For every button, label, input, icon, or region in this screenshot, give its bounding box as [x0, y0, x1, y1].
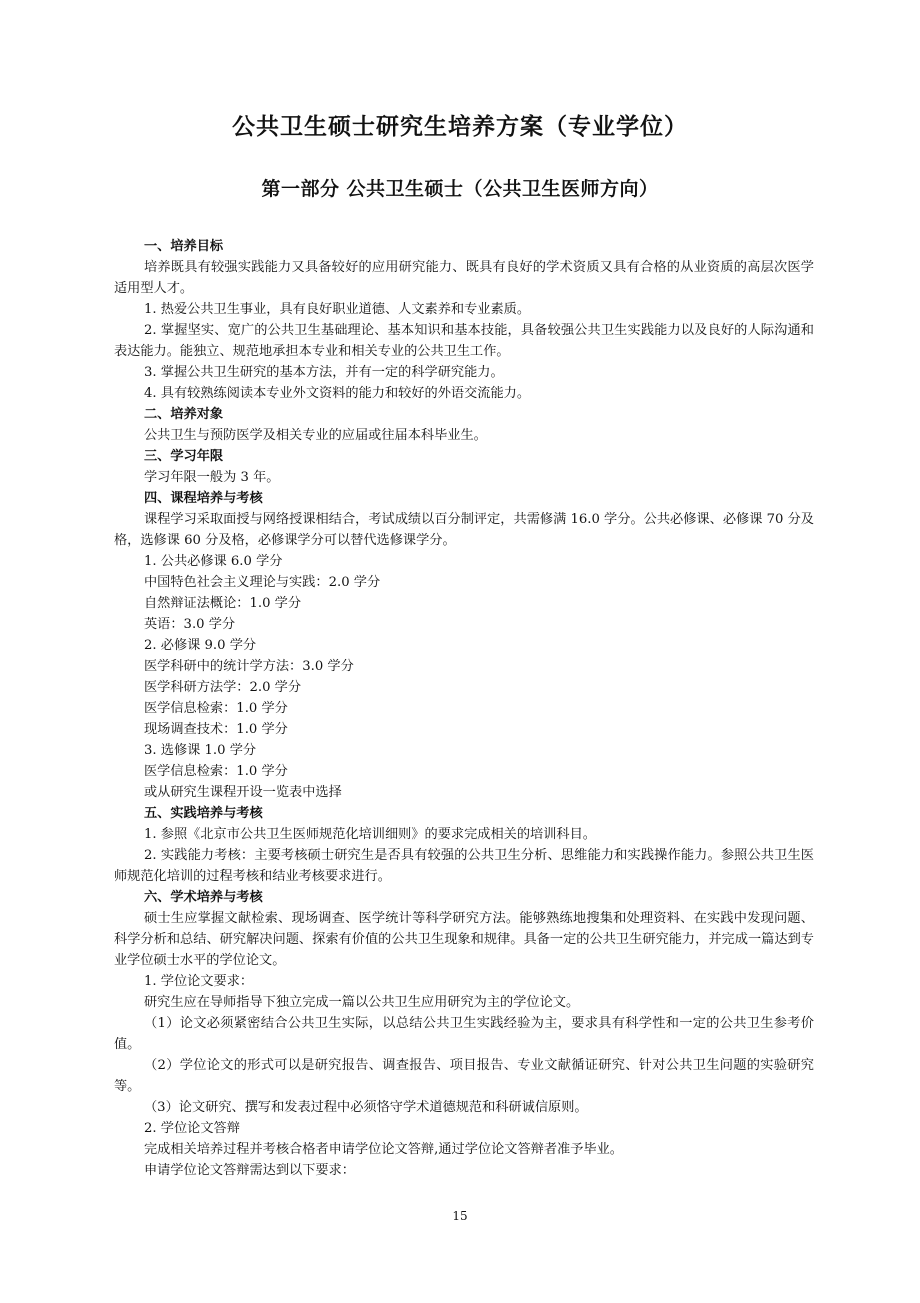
page-number: 15: [452, 1209, 468, 1223]
paragraph: 公共卫生与预防医学及相关专业的应届或往届本科毕业生。: [144, 428, 487, 443]
list-item: 1. 公共必修课 6.0 学分: [144, 554, 283, 569]
list-item: 3. 掌握公共卫生研究的基本方法，并有一定的科学研究能力。: [144, 365, 504, 380]
paragraph: 课程学习采取面授与网络授课相结合，考试成绩以百分制评定，共需修满 16.0 学分。公共必修课、必修课 70 分及格，选修课 60 分及格，必修课学分可以替代选修课学分。: [114, 512, 814, 548]
list-item: 医学信息检索：1.0 学分: [144, 701, 288, 716]
heading-study-duration: 三、学习年限: [144, 449, 224, 464]
list-item: 英语：3.0 学分: [144, 617, 236, 632]
list-item: 或从研究生课程开设一览表中选择: [144, 785, 342, 800]
heading-training-target: 二、培养对象: [144, 407, 224, 422]
list-item: （2）学位论文的形式可以是研究报告、调查报告、项目报告、专业文献循证研究、针对公共卫生问题的实验研究等。: [114, 1058, 814, 1094]
list-item: 2. 实践能力考核：主要考核硕士研究生是否具有较强的公共卫生分析、思维能力和实践操作能力。参照公共卫生医师规范化培训的过程考核和结业考核要求进行。: [114, 848, 814, 884]
document-body: [114, 236, 814, 1181]
list-item: 现场调查技术：1.0 学分: [144, 722, 288, 737]
list-item: 2. 掌握坚实、宽广的公共卫生基础理论、基本知识和基本技能，具备较强公共卫生实践能力以及良好的人际沟通和表达能力。能独立、规范地承担本专业和相关专业的公共卫生工作。: [114, 323, 814, 359]
subheading: 2. 学位论文答辩: [144, 1121, 240, 1136]
section-subtitle: 第一部分 公共卫生硕士（公共卫生医师方向）: [261, 178, 659, 200]
list-item: （1）论文必须紧密结合公共卫生实际，以总结公共卫生实践经验为主，要求具有科学性和一定的公共卫生参考价值。: [114, 1016, 814, 1052]
paragraph: 硕士生应掌握文献检索、现场调查、医学统计等科学研究方法。能够熟练地搜集和处理资料、在实践中发现问题、科学分析和总结、研究解决问题、探索有价值的公共卫生现象和规律。具备一定的公共卫生研究能力，并完成一篇达到专业学位硕士水平的学位论文。: [114, 911, 814, 968]
list-item: 1. 参照《北京市公共卫生医师规范化培训细则》的要求完成相关的培训科目。: [144, 827, 596, 842]
paragraph: 学习年限一般为 3 年。: [144, 470, 280, 485]
paragraph: 完成相关培养过程并考核合格者申请学位论文答辩,通过学位论文答辩者准予毕业。: [144, 1142, 623, 1157]
list-item: 中国特色社会主义理论与实践：2.0 学分: [144, 575, 381, 590]
list-item: 医学科研中的统计学方法：3.0 学分: [144, 659, 354, 674]
heading-courses: 四、课程培养与考核: [144, 491, 263, 506]
subheading: 1. 学位论文要求：: [144, 974, 254, 989]
heading-training-goal: 一、培养目标: [144, 239, 224, 254]
list-item: （3）论文研究、撰写和发表过程中必须恪守学术道德规范和科研诚信原则。: [144, 1100, 588, 1115]
page-title: 公共卫生硕士研究生培养方案（专业学位）: [232, 114, 688, 140]
paragraph: 申请学位论文答辩需达到以下要求：: [144, 1163, 355, 1178]
heading-academic: 六、学术培养与考核: [144, 890, 263, 905]
list-item: 医学信息检索：1.0 学分: [144, 764, 288, 779]
paragraph: 培养既具有较强实践能力又具备较好的应用研究能力、既具有良好的学术资质又具有合格的从业资质的高层次医学适用型人才。: [114, 260, 814, 296]
list-item: 自然辩证法概论：1.0 学分: [144, 596, 302, 611]
list-item: 1. 热爱公共卫生事业，具有良好职业道德、人文素养和专业素质。: [144, 302, 531, 317]
heading-practice: 五、实践培养与考核: [144, 806, 263, 821]
paragraph: 研究生应在导师指导下独立完成一篇以公共卫生应用研究为主的学位论文。: [144, 995, 580, 1010]
list-item: 4. 具有较熟练阅读本专业外文资料的能力和较好的外语交流能力。: [144, 386, 531, 401]
list-item: 医学科研方法学：2.0 学分: [144, 680, 302, 695]
list-item: 2. 必修课 9.0 学分: [144, 638, 257, 653]
list-item: 3. 选修课 1.0 学分: [144, 743, 257, 758]
